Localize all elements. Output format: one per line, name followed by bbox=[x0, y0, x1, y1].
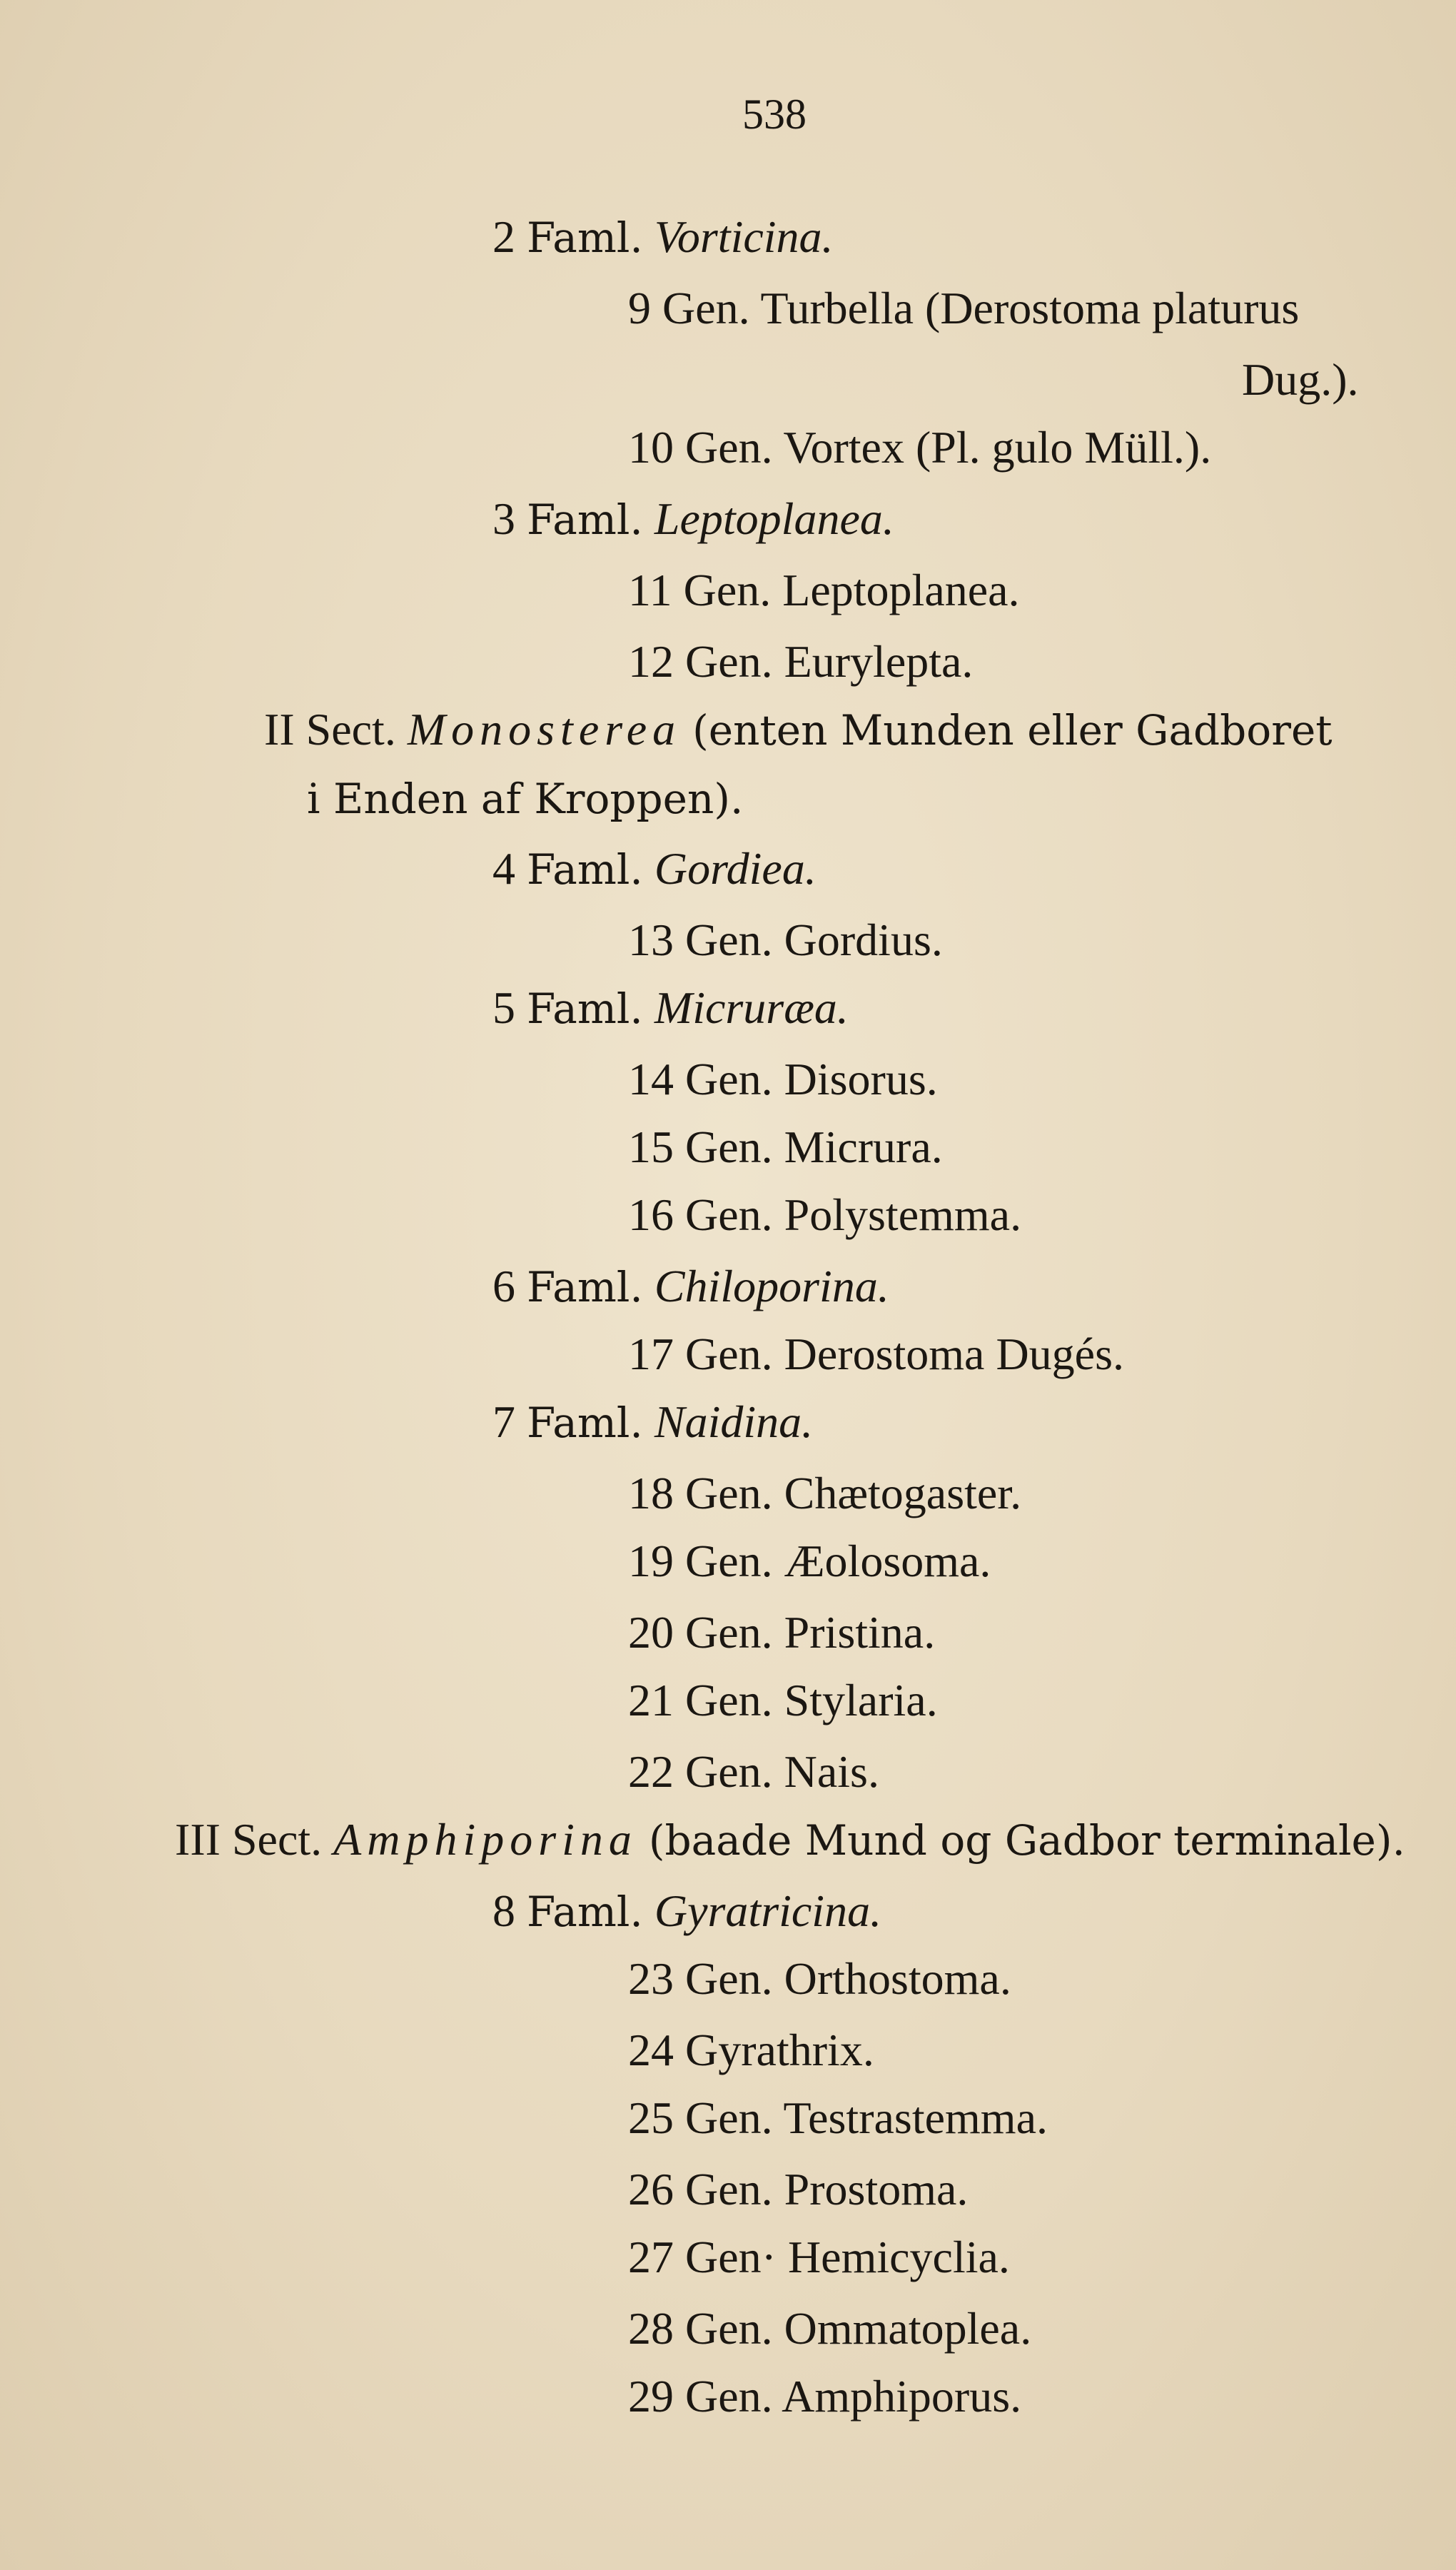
rank-label: Gen. bbox=[685, 1607, 773, 1658]
taxon-name: Leptoplanea. bbox=[654, 493, 894, 544]
entry-number: 15 bbox=[628, 1122, 674, 1172]
family-entry bbox=[492, 982, 849, 1033]
genus-entry bbox=[628, 1124, 943, 1170]
entry-number: 23 bbox=[628, 1953, 674, 2004]
rank-label: Gen. bbox=[662, 283, 750, 333]
entry-number: 28 bbox=[628, 2303, 674, 2354]
rank-label: Gen· bbox=[685, 2232, 777, 2282]
taxon-name: Vortex (Pl. gulo Müll.). bbox=[783, 422, 1212, 473]
genus-entry bbox=[628, 422, 1212, 473]
family-entry bbox=[492, 1396, 814, 1447]
entry-number: 22 bbox=[628, 1746, 674, 1797]
taxon-name: Stylaria. bbox=[784, 1675, 938, 1725]
rank-label: Gen. bbox=[685, 2303, 773, 2354]
section-entry bbox=[175, 1814, 1405, 1865]
rank-label: Gen. bbox=[685, 2164, 773, 2214]
rank-label: Faml. bbox=[527, 845, 643, 894]
genus-entry bbox=[628, 1538, 991, 1584]
rank-label: Gen. bbox=[685, 422, 773, 473]
genus-entry bbox=[628, 283, 1300, 333]
entry-number: 13 bbox=[628, 914, 674, 965]
entry-number: III bbox=[175, 1814, 221, 1865]
rank-label: Gen. bbox=[685, 914, 773, 965]
taxon-name: Micruræa. bbox=[654, 982, 849, 1033]
genus-entry bbox=[628, 2303, 1032, 2354]
genus-entry bbox=[628, 2371, 1022, 2422]
taxon-name: Polystemma. bbox=[784, 1189, 1022, 1240]
rank-label: Gen. bbox=[685, 1468, 773, 1518]
genus-entry bbox=[628, 1675, 938, 1725]
family-entry bbox=[492, 211, 834, 262]
rank-label: Sect. bbox=[231, 1814, 323, 1865]
genus-entry bbox=[628, 2164, 969, 2214]
entry-number: 21 bbox=[628, 1675, 674, 1725]
genus-entry bbox=[628, 1746, 879, 1797]
genus-entry bbox=[628, 636, 974, 687]
taxon-name: Eurylepta. bbox=[784, 636, 974, 687]
taxon-name: Amphiporus. bbox=[782, 2371, 1022, 2422]
taxon-name: Hemicyclia. bbox=[787, 2232, 1010, 2282]
family-entry bbox=[492, 1261, 889, 1311]
entry-number: 24 bbox=[628, 2025, 674, 2075]
entry-number: 6 bbox=[492, 1261, 515, 1311]
entry-number: 19 bbox=[628, 1536, 674, 1586]
entry-number: 27 bbox=[628, 2232, 674, 2282]
genus-entry bbox=[628, 1331, 1124, 1377]
taxon-name: Chætogaster. bbox=[784, 1468, 1022, 1518]
rank-label: Gen. bbox=[683, 565, 772, 615]
rank-label: Gen. bbox=[685, 1122, 773, 1172]
taxon-name: Leptoplanea. bbox=[782, 565, 1020, 615]
rank-label: Gen. bbox=[685, 1536, 773, 1586]
taxon-name: Naidina. bbox=[654, 1396, 814, 1447]
entry-number: 10 bbox=[628, 422, 674, 473]
taxon-name: Turbella (Derostoma platurus bbox=[760, 283, 1300, 333]
rank-label: Gen. bbox=[685, 636, 773, 687]
taxon-name: Monosterea bbox=[407, 704, 682, 755]
rank-label: Faml. bbox=[527, 213, 643, 262]
entry-number: 7 bbox=[492, 1396, 515, 1447]
rank-label: Faml. bbox=[527, 1263, 643, 1311]
taxon-name: Gordius. bbox=[784, 914, 943, 965]
entry-number: 2 bbox=[492, 211, 515, 262]
rank-label: Faml. bbox=[527, 1399, 643, 1447]
genus-entry bbox=[628, 565, 1020, 615]
entry-number: 8 bbox=[492, 1885, 515, 1936]
genus-entry bbox=[628, 1607, 936, 1658]
taxon-name: Micrura. bbox=[784, 1122, 943, 1172]
section-note: (enten Munden eller Gadboret bbox=[692, 706, 1333, 755]
genus-entry bbox=[628, 2092, 1048, 2143]
taxon-name: Pristina. bbox=[784, 1607, 936, 1658]
taxon-name: Testrastemma. bbox=[783, 2092, 1048, 2143]
entry-number: 29 bbox=[628, 2371, 674, 2422]
genus-entry bbox=[628, 1189, 1022, 1240]
genus-entry bbox=[628, 914, 943, 965]
rank-label: Gen. bbox=[685, 1675, 773, 1725]
entry-number: 11 bbox=[628, 565, 672, 615]
entry-number: 25 bbox=[628, 2092, 674, 2143]
rank-label: Gen. bbox=[685, 1329, 773, 1379]
rank-label: Gen. bbox=[685, 2371, 773, 2422]
section-entry bbox=[264, 704, 1333, 755]
continuation-line: i Enden af Kroppen). bbox=[307, 775, 744, 823]
genus-entry bbox=[628, 1953, 1011, 2004]
taxon-name: Gordiea. bbox=[654, 843, 817, 894]
rank-label: Gen. bbox=[685, 1189, 773, 1240]
family-entry bbox=[492, 1885, 882, 1936]
entry-number: 14 bbox=[628, 1054, 674, 1104]
entry-number: 3 bbox=[492, 493, 515, 544]
continuation-line: Dug.). bbox=[1242, 354, 1359, 405]
entry-number: 20 bbox=[628, 1607, 674, 1658]
genus-entry bbox=[628, 1468, 1022, 1518]
family-entry bbox=[492, 493, 894, 544]
entry-number: II bbox=[264, 704, 295, 755]
rank-label: Faml. bbox=[527, 984, 643, 1033]
taxon-name: Derostoma Dugés. bbox=[784, 1329, 1124, 1379]
taxon-name: Vorticina. bbox=[654, 211, 834, 262]
taxon-name: Orthostoma. bbox=[784, 1953, 1011, 2004]
taxon-name: Chiloporina. bbox=[654, 1261, 889, 1311]
entry-number: 12 bbox=[628, 636, 674, 687]
entry-number: 26 bbox=[628, 2164, 674, 2214]
entry-number: 5 bbox=[492, 982, 515, 1033]
rank-label: Sect. bbox=[305, 704, 396, 755]
rank-label: Gen. bbox=[685, 1953, 773, 2004]
rank-label: Gen. bbox=[685, 1054, 773, 1104]
entry-number: 9 bbox=[628, 283, 651, 333]
page-number: 538 bbox=[742, 91, 807, 138]
rank-label: Faml. bbox=[527, 495, 643, 544]
entry-number: 18 bbox=[628, 1468, 674, 1518]
taxon-name: Amphiporina bbox=[333, 1814, 637, 1865]
entry-number: 16 bbox=[628, 1189, 674, 1240]
taxon-name: Gyrathrix. bbox=[685, 2025, 874, 2075]
genus-entry bbox=[628, 2027, 874, 2073]
taxon-name: Prostoma. bbox=[784, 2164, 969, 2214]
taxon-name: Æolosoma. bbox=[784, 1536, 991, 1586]
taxon-name: Ommatoplea. bbox=[784, 2303, 1032, 2354]
rank-label: Gen. bbox=[685, 2092, 773, 2143]
genus-entry bbox=[628, 2234, 1010, 2280]
genus-entry bbox=[628, 1054, 938, 1104]
taxon-name: Gyratricina. bbox=[654, 1885, 882, 1936]
family-entry bbox=[492, 843, 817, 894]
rank-label: Faml. bbox=[527, 1888, 643, 1936]
entry-number: 4 bbox=[492, 843, 515, 894]
rank-label: Gen. bbox=[685, 1746, 773, 1797]
entry-number: 17 bbox=[628, 1329, 674, 1379]
taxon-name: Nais. bbox=[784, 1746, 879, 1797]
section-note: (baade Mund og Gadbor terminale). bbox=[648, 1816, 1405, 1865]
taxon-name: Disorus. bbox=[784, 1054, 938, 1104]
